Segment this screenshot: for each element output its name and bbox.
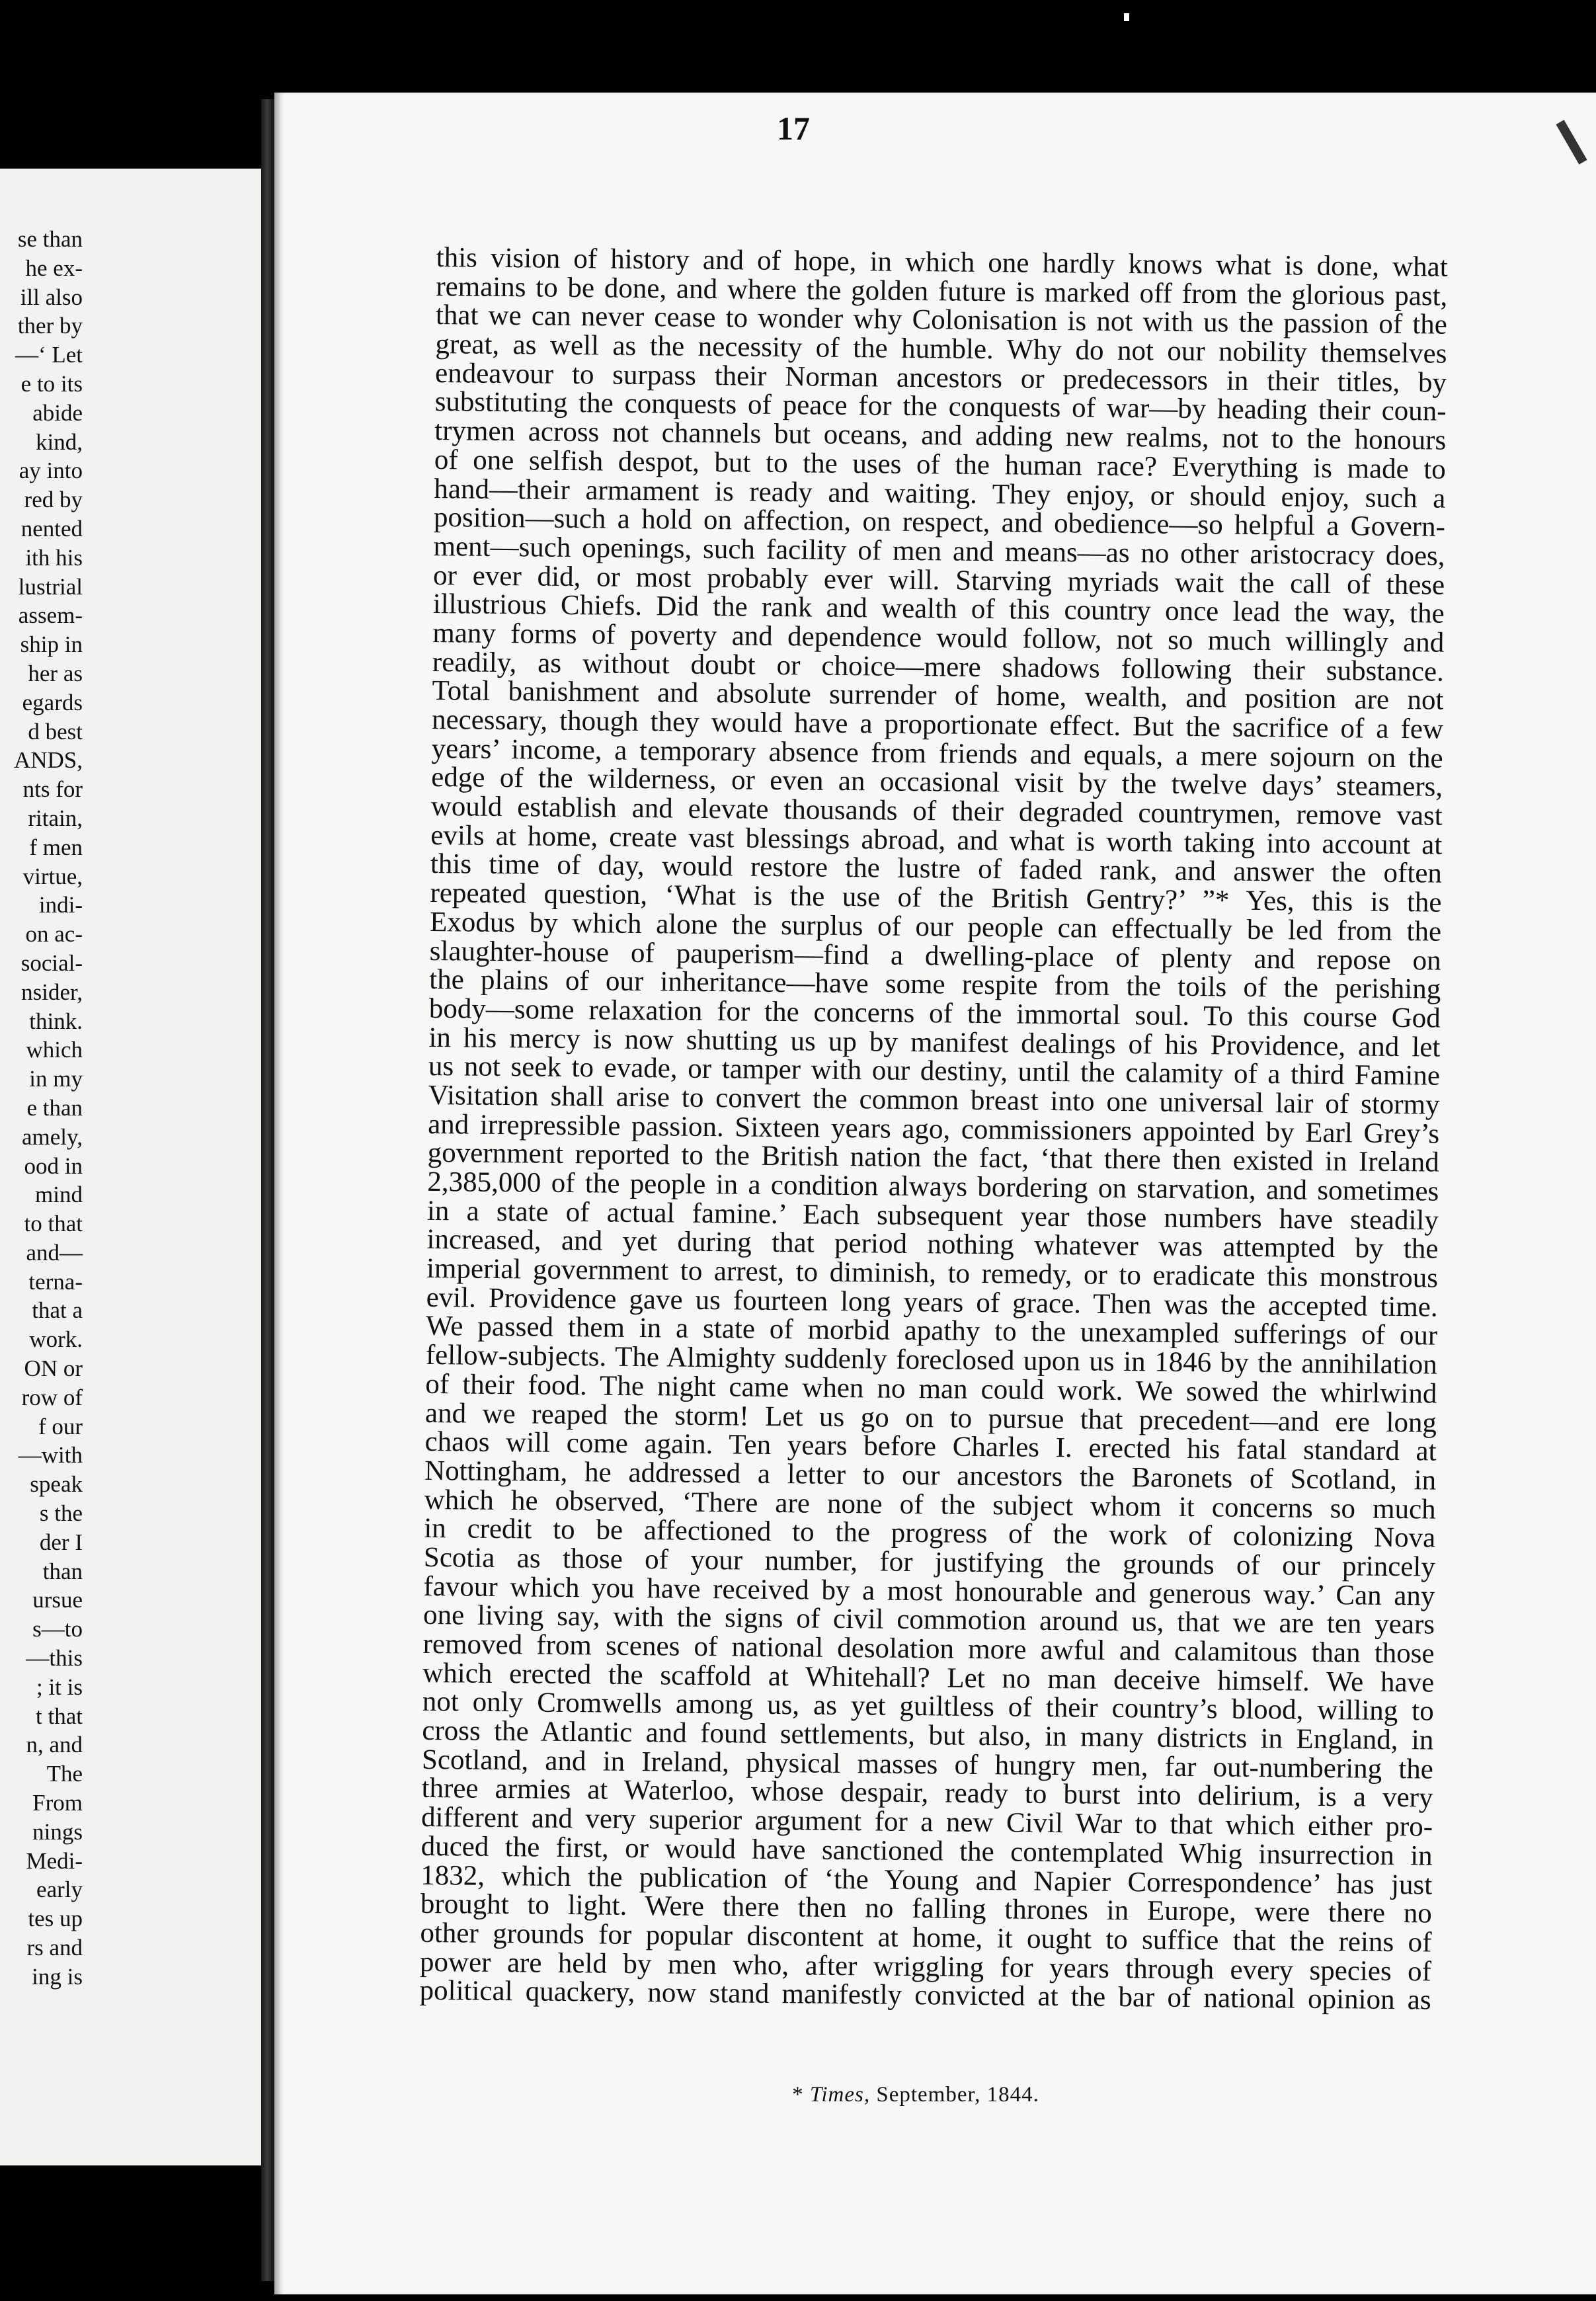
left-fragment-line: social- xyxy=(20,949,83,976)
left-fragment-line: e than xyxy=(26,1094,83,1121)
body-line: duced the first, or would have sanctioned the contemplated Whig insurrection in xyxy=(420,1830,1433,1872)
left-fragment-line: s the xyxy=(39,1500,83,1527)
page-number: 17 xyxy=(777,110,810,147)
body-line: which erected the scaffold at Whitehall? Let no man deceive himself. We have xyxy=(422,1657,1435,1699)
left-fragment-line: der I xyxy=(39,1529,83,1555)
left-fragment-line: mind xyxy=(35,1182,83,1208)
left-fragment-line: ther by xyxy=(17,313,83,339)
body-line: many forms of poverty and dependence would follow, not so much willingly and xyxy=(432,617,1445,659)
body-line: not only Cromwells among us, as yet guiltless of their country’s blood, willing to xyxy=(422,1686,1434,1727)
left-fragment-line: kind, xyxy=(36,428,83,455)
left-fragment-line: f our xyxy=(38,1413,83,1439)
left-fragment-line: t that xyxy=(36,1703,83,1729)
left-fragment-line: ill also xyxy=(20,284,83,310)
body-line: great, as well as the necessity of the humble. Why do not our nobility themselves xyxy=(435,329,1447,370)
left-fragment-line: and— xyxy=(26,1239,83,1266)
left-fragment-line: s—to xyxy=(32,1616,83,1642)
left-fragment-line: nsider, xyxy=(21,979,83,1005)
left-fragment-line: her as xyxy=(28,660,83,686)
left-fragment-line: Medi- xyxy=(26,1847,83,1874)
left-fragment-line: —this xyxy=(26,1645,83,1672)
left-fragment-line: e to its xyxy=(20,370,83,397)
left-fragment-line: which xyxy=(26,1037,83,1063)
left-fragment-line: speak xyxy=(30,1471,83,1498)
body-line: other grounds for popular discontent at home, it ought to suffice that the reins of xyxy=(420,1917,1432,1958)
body-text xyxy=(419,243,1448,2015)
body-line: power are held by men who, after wriggling for years through every species of xyxy=(419,1946,1432,1988)
left-fragment-line: —with xyxy=(18,1442,83,1469)
body-line: of one selfish despot, but to the uses of the human race? Everything is made to xyxy=(434,444,1447,485)
left-fragment-line: ON or xyxy=(24,1355,83,1382)
body-line: We passed them in a state of morbid apathy to the unexampled sufferings of our xyxy=(426,1311,1438,1352)
left-fragment-line: se than xyxy=(17,226,83,252)
left-fragment-line: ursue xyxy=(32,1587,83,1613)
left-page-text-fragments xyxy=(0,225,83,1992)
left-fragment-line: f men xyxy=(29,834,83,860)
body-line: remains to be done, and where the golden future is marked off from the glorious past, xyxy=(436,270,1448,312)
body-line: ment—such openings, such facility of men and means—as no other aristocracy does, xyxy=(433,530,1445,572)
body-line: and we reaped the storm! Let us go on to pursue that precedent—and ere long xyxy=(424,1397,1437,1439)
body-line: Nottingham, he addressed a letter to our ancestors the Baronets of Scotland, in xyxy=(424,1455,1437,1496)
left-fragment-line: ing is xyxy=(32,1963,83,1990)
left-fragment-line: ith his xyxy=(25,544,83,571)
body-line: Visitation shall arise to convert the common breast into one universal lair of stormy xyxy=(428,1079,1440,1121)
body-line: edge of the wilderness, or even an occasional visit by the twelve days’ steamers, xyxy=(431,762,1443,803)
body-line: in his mercy is now shutting us up by manifest dealings of his Providence, and let xyxy=(428,1022,1441,1063)
body-line: fellow-subjects. The Almighty suddenly foreclosed upon us in 1846 by the annihilation xyxy=(425,1340,1438,1381)
body-line: which he observed, ‘There are none of the subject whom it concerns so much xyxy=(424,1484,1436,1525)
left-fragment-line: than xyxy=(42,1558,83,1584)
body-line: Total banishment and absolute surrender of home, wealth, and position are not xyxy=(432,675,1444,716)
body-line: and irrepressible passion. Sixteen years ago, commissioners appointed by Earl Grey’s xyxy=(427,1108,1440,1150)
body-line: trymen across not channels but oceans, and adding new realms, not to the honours xyxy=(434,415,1447,456)
body-line: repeated question, ‘What is the use of the British Gentry?’ ”* Yes, this is the xyxy=(430,877,1442,918)
left-fragment-line: lustrial xyxy=(18,573,83,600)
left-fragment-line: The xyxy=(46,1761,83,1787)
body-line: would establish and elevate thousands of their degraded countrymen, remove vast xyxy=(430,791,1443,832)
left-fragment-line: indi- xyxy=(38,892,83,918)
body-line: brought to light. Were there then no falling thrones in Europe, were there no xyxy=(420,1888,1433,1929)
left-fragment-line: amely, xyxy=(22,1123,83,1150)
body-line: imperial government to arrest, to diminish, to remedy, or to eradicate this monstrous xyxy=(426,1252,1439,1294)
body-line: Scotland, and in Ireland, physical masses of hungry men, far out-numbering the xyxy=(421,1744,1434,1785)
left-fragment-line: nented xyxy=(20,515,83,542)
left-fragment-line: assem- xyxy=(18,602,83,629)
body-line: 2,385,000 of the people in a condition always bordering on starvation, and sometimes xyxy=(427,1166,1439,1207)
body-line: the plains of our inheritance—have some respite from the toils of the perishing xyxy=(429,964,1441,1005)
body-line: this vision of history and of hope, in which one hardly knows what is done, what xyxy=(436,242,1448,283)
left-fragment-line: terna- xyxy=(28,1268,83,1295)
left-fragment-line: n, and xyxy=(26,1732,83,1758)
left-fragment-line: think. xyxy=(29,1008,83,1034)
left-fragment-line: rs and xyxy=(26,1935,83,1961)
body-line: Exodus by which alone the surplus of our people can effectually be led from the xyxy=(429,906,1442,948)
footnote-marker: * xyxy=(792,2083,804,2107)
body-line: endeavour to surpass their Norman ancestors or predecessors in their titles, by xyxy=(434,357,1447,399)
body-line: readily, as without doubt or choice—mere shadows following their substance. xyxy=(432,646,1445,688)
left-fragment-line: d best xyxy=(28,718,83,745)
left-fragment-line: —‘ Let xyxy=(15,342,83,368)
body-line: evils at home, create vast blessings abroad, and what is worth taking into account at xyxy=(430,819,1443,861)
left-fragment-line: From xyxy=(32,1790,83,1816)
left-fragment-line: ; it is xyxy=(36,1674,83,1700)
body-line: body—some relaxation for the concerns of the immortal soul. To this course God xyxy=(428,992,1441,1034)
body-line: position—such a hold on affection, on respect, and obedience—so helpful a Govern- xyxy=(433,502,1446,543)
body-line: different and very superior argument for a new Civil War to that which either pro- xyxy=(420,1802,1433,1843)
left-fragment-line: virtue, xyxy=(22,863,83,889)
left-fragment-line: ANDS, xyxy=(13,747,83,774)
left-fragment-line: to that xyxy=(24,1211,83,1237)
body-line: or ever did, or most probably ever will. Starving myriads wait the call of these xyxy=(432,559,1445,601)
left-fragment-line: row of xyxy=(21,1384,83,1410)
body-line: substituting the conquests of peace for the conquests of war—by heading their coun- xyxy=(434,386,1447,428)
left-fragment-line: nts for xyxy=(22,776,83,803)
body-line: necessary, though they would have a proportionate effect. But the sacrifice of a few xyxy=(431,704,1444,745)
left-fragment-line: ay into xyxy=(19,458,83,484)
footnote-date: September, 1844. xyxy=(876,2083,1039,2107)
body-line: three armies at Waterloo, whose despair, ready to burst into delirium, is a very xyxy=(421,1773,1433,1814)
body-line: chaos will come again. Ten years before Charles I. erected his fatal standard at xyxy=(424,1426,1437,1467)
left-fragment-line: early xyxy=(36,1877,83,1903)
body-line: of their food. The night came when no man could work. We sowed the whirlwind xyxy=(425,1368,1437,1410)
body-line: removed from scenes of national desolation more awful and calamitous than those xyxy=(422,1628,1435,1670)
left-fragment-line: ood in xyxy=(24,1152,83,1179)
left-fragment-line: abide xyxy=(32,399,83,426)
body-line: government reported to the British nation the fact, ‘that there then existed in Ireland xyxy=(427,1137,1439,1178)
left-fragment-line: egards xyxy=(22,689,83,715)
body-line: evil. Providence gave us fourteen long years of grace. Then was the accepted time. xyxy=(426,1281,1438,1323)
body-line: political quackery, now stand manifestly convicted at the bar of national opinion as xyxy=(419,1975,1431,2016)
left-fragment-line: tes up xyxy=(28,1906,83,1932)
left-fragment-line: he ex- xyxy=(25,255,83,281)
left-fragment-line: ritain, xyxy=(28,805,83,831)
footnote xyxy=(717,2083,1114,2107)
body-line: that we can never cease to wonder why Colonisation is not with us the passion of the xyxy=(435,300,1448,341)
left-fragment-line: red by xyxy=(24,487,83,513)
body-line: slaughter-house of pauperism—find a dwelling-place of plenty and repose on xyxy=(429,935,1441,977)
body-line: this time of day, would restore the lustre of faded rank, and answer the often xyxy=(430,848,1443,890)
body-line: hand—their armament is ready and waiting. They enjoy, or should enjoy, such a xyxy=(434,473,1446,514)
left-fragment-line: in my xyxy=(29,1066,83,1092)
body-line: in credit to be affectioned to the progress of the work of colonizing Nova xyxy=(424,1513,1436,1554)
book-spine xyxy=(261,99,276,2281)
left-fragment-line: nings xyxy=(32,1818,83,1845)
footnote-source: Times, xyxy=(809,2083,871,2107)
body-line: 1832, which the publication of ‘the Young and Napier Correspondence’ has just xyxy=(420,1859,1433,1901)
body-line: favour which you have received by a most honourable and generous way.’ Can any xyxy=(423,1570,1435,1612)
body-line: years’ income, a temporary absence from friends and equals, a mere sojourn on the xyxy=(431,733,1443,774)
body-line: increased, and yet during that period nothing whatever was attempted by the xyxy=(426,1224,1439,1265)
left-fragment-line: work. xyxy=(29,1326,83,1353)
scan-artifact xyxy=(1124,13,1129,21)
body-line: cross the Atlantic and found settlements, but also, in many districts in England, in xyxy=(422,1715,1434,1756)
left-fragment-line: on ac- xyxy=(25,921,83,948)
left-fragment-line: that a xyxy=(32,1297,83,1324)
body-line: in a state of actual famine.’ Each subsequent year those numbers have steadily xyxy=(426,1195,1439,1236)
body-line: illustrious Chiefs. Did the rank and wealth of this country once lead the way, the xyxy=(432,588,1445,629)
body-line: Scotia as those of your number, for justifying the grounds of our princely xyxy=(423,1541,1436,1583)
left-page xyxy=(0,169,261,2165)
left-fragment-line: ship in xyxy=(20,631,83,658)
body-line: one living say, with the signs of civil commotion around us, that we are ten years xyxy=(422,1599,1435,1640)
body-line: us not seek to evade, or tamper with our destiny, until the calamity of a third Famine xyxy=(428,1051,1441,1092)
